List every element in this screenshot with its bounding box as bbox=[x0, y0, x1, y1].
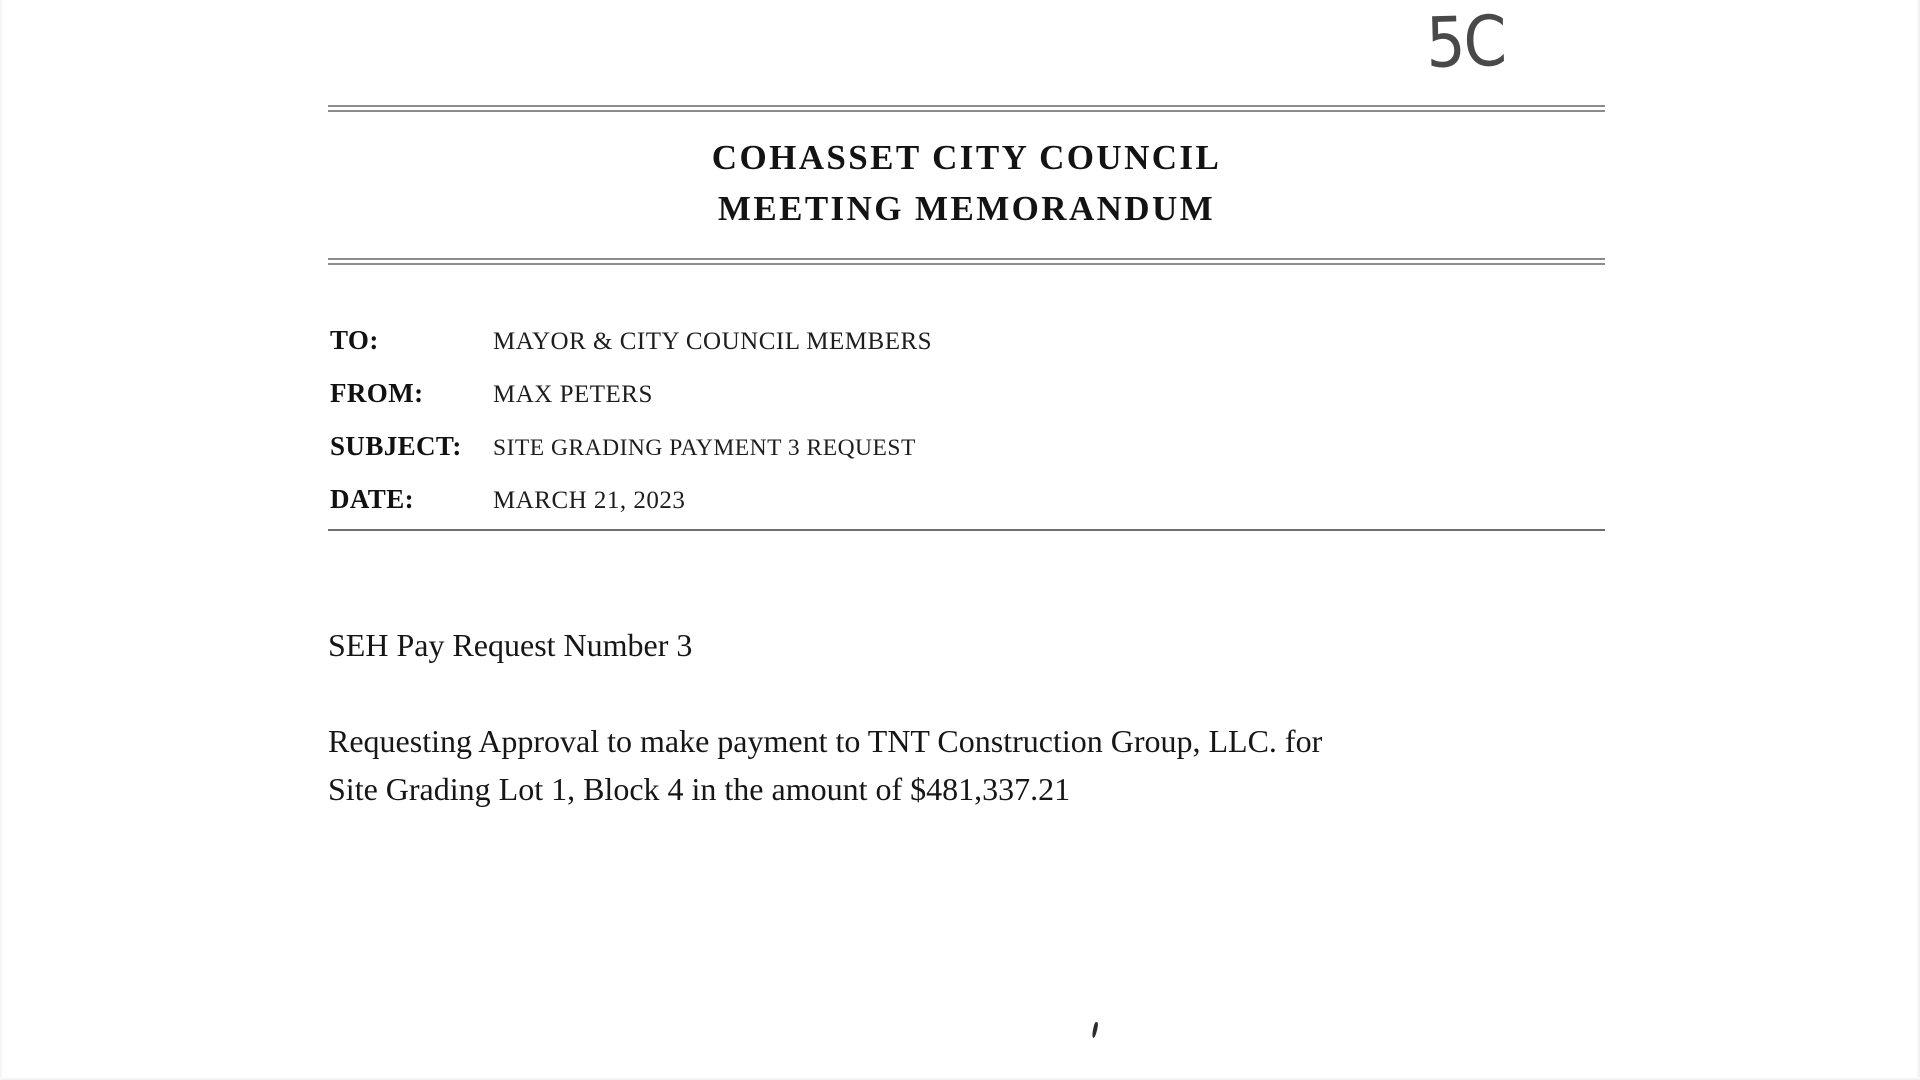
memo-value-date: MARCH 21, 2023 bbox=[493, 487, 686, 514]
scan-edge-left bbox=[0, 0, 3, 1080]
memo-value-subject: SITE GRADING PAYMENT 3 REQUEST bbox=[493, 435, 916, 461]
memo-header-fields bbox=[330, 325, 1330, 537]
header-rule-bottom bbox=[328, 529, 1605, 531]
memo-label-to: TO: bbox=[330, 325, 379, 355]
memo-row-to bbox=[330, 325, 1330, 378]
memo-value-to: MAYOR & CITY COUNCIL MEMBERS bbox=[493, 328, 933, 355]
title-line-1: COHASSET CITY COUNCIL bbox=[711, 138, 1222, 177]
body-paragraph-line-2: Site Grading Lot 1, Block 4 in the amount of $481,337.21 bbox=[328, 771, 1071, 807]
body-paragraph-line-1: Requesting Approval to make payment to TNT Construction Group, LLC. for bbox=[328, 723, 1323, 759]
header-rule-middle bbox=[328, 258, 1605, 265]
body-paragraph bbox=[328, 717, 1613, 813]
memo-row-subject bbox=[330, 431, 1330, 484]
memo-label-date: DATE: bbox=[330, 484, 415, 514]
title-line-2: MEETING MEMORANDUM bbox=[717, 189, 1216, 228]
memo-value-from: MAX PETERS bbox=[493, 381, 653, 408]
handwritten-agenda-item: 5C bbox=[1425, 0, 1506, 84]
stray-ink-mark bbox=[1091, 1022, 1098, 1038]
memo-label-subject: SUBJECT: bbox=[330, 431, 462, 461]
page-title bbox=[328, 132, 1605, 234]
header-rule-top bbox=[328, 105, 1605, 112]
scan-edge-right bbox=[1916, 0, 1920, 1080]
body-heading: SEH Pay Request Number 3 bbox=[328, 627, 693, 663]
memo-row-from bbox=[330, 378, 1330, 431]
memo-label-from: FROM: bbox=[330, 378, 424, 408]
memo-body bbox=[328, 625, 1628, 813]
